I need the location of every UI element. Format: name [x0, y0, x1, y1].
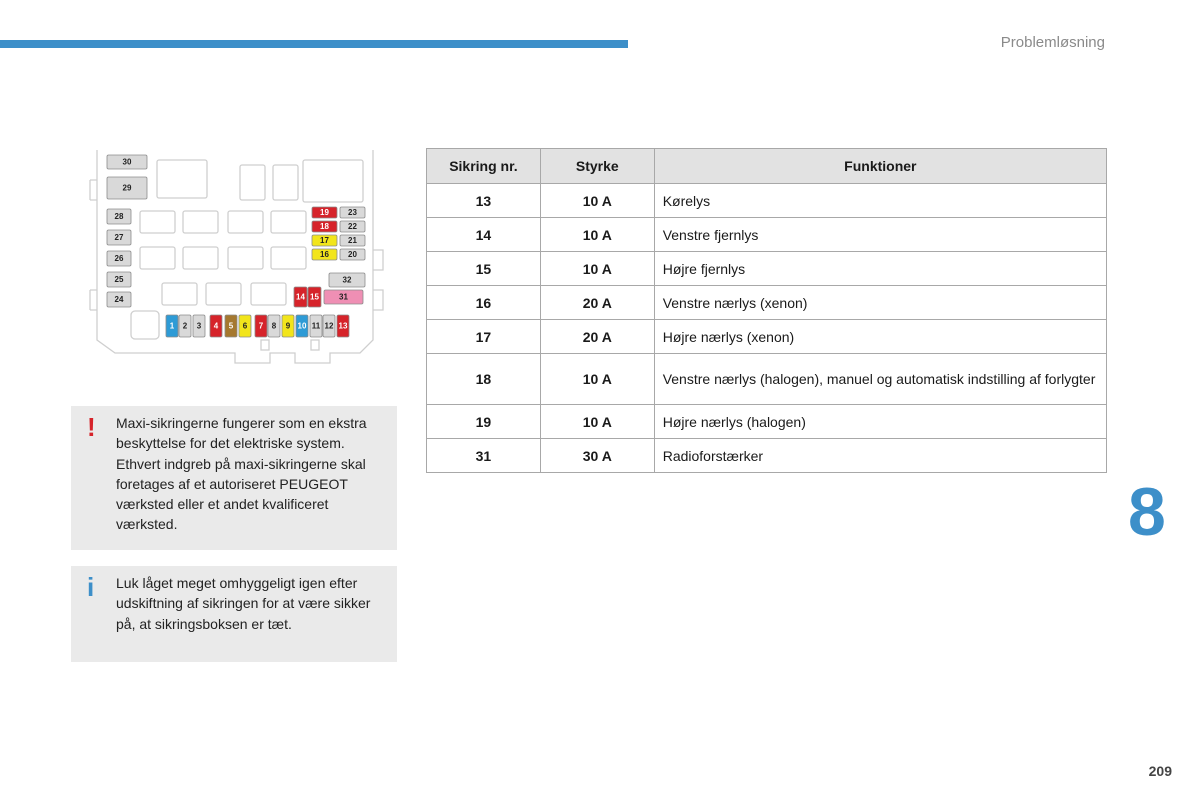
fuse-function: Venstre fjernlys: [654, 218, 1106, 252]
fuse-label: 23: [348, 208, 357, 218]
fuse-label: 2: [182, 321, 188, 331]
header-accent-bar: [0, 40, 628, 48]
fuse-label: 28: [114, 212, 124, 222]
fuse-label: 15: [310, 292, 319, 302]
fuse-label: 24: [114, 295, 124, 305]
header-fuse-number: Sikring nr.: [427, 149, 541, 184]
info-notice: [71, 566, 397, 662]
fuse-label: 5: [228, 321, 234, 331]
fuse-number: 13: [427, 184, 541, 218]
section-title: Problemløsning: [1000, 34, 1105, 51]
table-row: [427, 218, 1107, 252]
fuse-label: 13: [338, 321, 348, 331]
fuse-function: Radioforstærker: [654, 439, 1106, 473]
fuse-label: 9: [285, 321, 291, 331]
fuse-number: 18: [427, 354, 541, 405]
fuse-label: 26: [114, 254, 124, 264]
fuse-function: Kørelys: [654, 184, 1106, 218]
fuse-rating: 20 A: [540, 320, 654, 354]
fuse-label: 11: [311, 321, 321, 331]
fuse-rating: 20 A: [540, 286, 654, 320]
fuse-number: 17: [427, 320, 541, 354]
info-icon: i: [87, 572, 95, 602]
table-row: [427, 184, 1107, 218]
fuse-table: [426, 148, 1107, 473]
fuse-label: 12: [324, 321, 334, 331]
fuse-label: 14: [296, 292, 305, 302]
fuse-number: 14: [427, 218, 541, 252]
fuse-label: 10: [297, 321, 307, 331]
fuse-rating: 10 A: [540, 354, 654, 405]
fuse-function: Venstre nærlys (halogen), manuel og automatisk indstilling af forlygter: [654, 354, 1106, 405]
fuse-number: 15: [427, 252, 541, 286]
fuse-function: Venstre nærlys (xenon): [654, 286, 1106, 320]
fuse-label: 25: [114, 275, 124, 285]
table-row: [427, 286, 1107, 320]
fuse-label: 8: [271, 321, 277, 331]
table-row: [427, 320, 1107, 354]
fuse-box-diagram: [85, 145, 395, 370]
fuse-label: 18: [320, 222, 329, 232]
fuse-number: 16: [427, 286, 541, 320]
table-row: [427, 439, 1107, 473]
fuse-box-drawing: [85, 145, 395, 370]
fuse-label: 32: [342, 275, 352, 285]
fuse-number: 19: [427, 405, 541, 439]
fuse-label: 19: [320, 208, 329, 218]
fuse-label: 30: [122, 157, 132, 167]
chapter-number: 8: [1128, 474, 1166, 550]
fuse-label: 3: [196, 321, 202, 331]
fuse-label: 17: [320, 236, 329, 246]
fuse-rating: 10 A: [540, 252, 654, 286]
warning-notice: [71, 406, 397, 550]
fuse-label: 6: [242, 321, 248, 331]
fuse-number: 31: [427, 439, 541, 473]
table-row: [427, 354, 1107, 405]
fuse-label: 7: [258, 321, 264, 331]
fuse-label: 29: [122, 183, 132, 193]
exclamation-icon: !: [87, 412, 96, 442]
fuse-label: 31: [339, 292, 348, 302]
fuse-label: 1: [169, 321, 175, 331]
page-number: 209: [1148, 763, 1172, 779]
fuse-label: 27: [114, 233, 124, 243]
fuse-function: Højre nærlys (xenon): [654, 320, 1106, 354]
fuse-function: Højre fjernlys: [654, 252, 1106, 286]
header-rating: Styrke: [540, 149, 654, 184]
fuse-label: 22: [348, 222, 357, 232]
fuse-rating: 10 A: [540, 405, 654, 439]
table-header-row: [427, 149, 1107, 184]
fuse-rating: 10 A: [540, 218, 654, 252]
table-row: [427, 405, 1107, 439]
fuse-label: 16: [320, 250, 329, 260]
fuse-rating: 10 A: [540, 184, 654, 218]
fuse-rating: 30 A: [540, 439, 654, 473]
fuse-function: Højre nærlys (halogen): [654, 405, 1106, 439]
fuse-label: 21: [348, 236, 357, 246]
header-functions: Funktioner: [654, 149, 1106, 184]
warning-text: Maxi-sikringerne fungerer som en ekstra beskyttelse for det elektriske system. Ethvert indgreb på maxi-sikringerne skal foretages af et autoriseret PEUGEOT værksted eller et andet kvalificeret værksted.: [116, 415, 367, 533]
fuse-label: 4: [213, 321, 219, 331]
info-text: Luk låget meget omhyggeligt igen efter udskiftning af sikringen for at være sikker på, at sikringsboksen er tæt.: [116, 575, 371, 632]
fuse-label: 20: [348, 250, 357, 260]
table-row: [427, 252, 1107, 286]
fuse-layer: [107, 155, 365, 337]
